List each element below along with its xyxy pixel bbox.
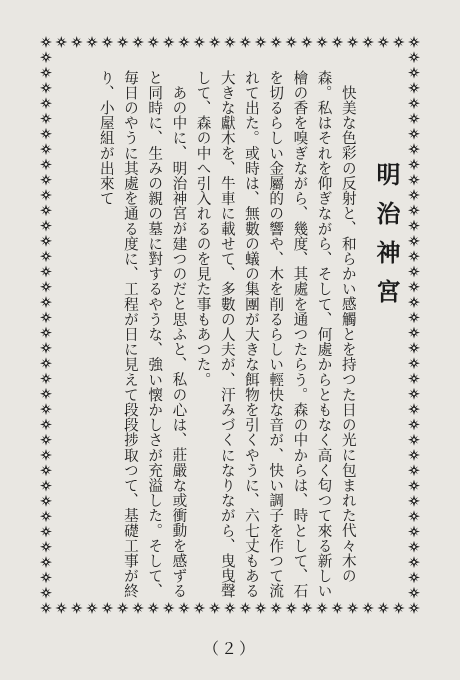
- border-ornament: [362, 36, 374, 48]
- border-ornament: [408, 128, 420, 140]
- border-ornament: [408, 602, 420, 614]
- border-ornament: [408, 541, 420, 553]
- border-ornament: [408, 587, 420, 599]
- border-ornament: [316, 36, 328, 48]
- border-ornament: [408, 189, 420, 201]
- border-ornament: [40, 235, 52, 247]
- border-ornament: [132, 36, 144, 48]
- border-ornament: [408, 296, 420, 308]
- border-ornament: [40, 220, 52, 232]
- border-ornament: [40, 143, 52, 155]
- border-ornament: [301, 36, 313, 48]
- border-ornament: [55, 602, 67, 614]
- border-ornament: [40, 342, 52, 354]
- border-ornament: [408, 526, 420, 538]
- border-ornament: [408, 266, 420, 278]
- border-ornament: [40, 510, 52, 522]
- border-ornament: [377, 602, 389, 614]
- border-ornament: [40, 541, 52, 553]
- border-ornament: [408, 327, 420, 339]
- border-ornament: [408, 36, 420, 48]
- border-ornament: [408, 51, 420, 63]
- border-ornament: [40, 51, 52, 63]
- border-ornament: [40, 174, 52, 186]
- border-ornament: [40, 495, 52, 507]
- border-ornament: [408, 158, 420, 170]
- border-ornament: [408, 143, 420, 155]
- border-ornament: [408, 464, 420, 476]
- border-ornament: [408, 556, 420, 568]
- border-ornament: [408, 113, 420, 125]
- border-ornament: [347, 36, 359, 48]
- border-ornament: [408, 342, 420, 354]
- border-ornament: [71, 602, 83, 614]
- border-ornament: [40, 281, 52, 293]
- border-ornament: [71, 36, 83, 48]
- border-ornament: [40, 464, 52, 476]
- border-ornament: [40, 296, 52, 308]
- border-ornament: [40, 602, 52, 614]
- border-ornament: [408, 418, 420, 430]
- border-ornament: [408, 174, 420, 186]
- border-ornament: [117, 36, 129, 48]
- border-ornament: [408, 388, 420, 400]
- border-ornament: [408, 281, 420, 293]
- border-ornament: [40, 266, 52, 278]
- border-ornament: [101, 36, 113, 48]
- border-ornament: [40, 128, 52, 140]
- border-ornament: [40, 403, 52, 415]
- border-ornament: [331, 36, 343, 48]
- border-ornament: [408, 250, 420, 262]
- border-ornament: [408, 235, 420, 247]
- border-ornament: [224, 36, 236, 48]
- border-ornament: [40, 311, 52, 323]
- border-ornament: [147, 36, 159, 48]
- border-ornament: [40, 418, 52, 430]
- border-ornament: [193, 602, 205, 614]
- border-ornament: [163, 36, 175, 48]
- border-ornament: [86, 602, 98, 614]
- border-ornament: [408, 434, 420, 446]
- border-ornament: [285, 602, 297, 614]
- border-ornament: [40, 480, 52, 492]
- paragraph-2: あの中に、明治神宮が建つのだと思ふと、私の心は、莊嚴な或衝動を感ずると同時に、生みの親の墓に對するやうな、強い懐かしさが充溢した。そして、毎日のやうに其處を通る度に、工程が日に見えて段段捗取つて、基礎工事が終り、小屋組が出來て: [97, 70, 188, 599]
- border-ornament: [270, 602, 282, 614]
- border-ornament: [86, 36, 98, 48]
- border-ornament: [347, 602, 359, 614]
- border-ornament: [393, 36, 405, 48]
- border-ornament: [40, 158, 52, 170]
- border-ornament: [270, 36, 282, 48]
- body-text: [66, 70, 401, 602]
- paragraph-1: 快美な色彩の反射と、和らかい感觸とを持つた日の光に包まれた代々木の森。私はそれを仰ぎながら、そして、何處からともなく高く匂つて來る新しい檜の香を嗅ぎながら、幾度、其處を通つたらう。森の中からは、時として、石を切るらしい金屬的の響や、木を削るらしい輕快な音が、快い調子を作つて流れて出た。或時は、無數の蟻の集團が大きな餌物を引くやうに、六七丈もある大きな獻木を、牛車に載せて、多數の人夫が、汗みづくになりながら、曳曳聲して、森の中へ引入れるのを見た事もあつた。: [194, 70, 357, 599]
- border-ornament: [316, 602, 328, 614]
- border-ornament: [40, 189, 52, 201]
- border-ornament: [255, 36, 267, 48]
- border-ornament: [40, 526, 52, 538]
- border-ornament: [224, 602, 236, 614]
- border-ornament: [209, 602, 221, 614]
- border-ornament: [331, 602, 343, 614]
- border-ornament: [40, 97, 52, 109]
- border-ornament: [285, 36, 297, 48]
- border-ornament: [55, 36, 67, 48]
- border-ornament: [408, 220, 420, 232]
- border-ornament: [239, 602, 251, 614]
- page-number: （２）: [202, 639, 257, 658]
- border-ornament: [408, 357, 420, 369]
- border-ornament: [40, 388, 52, 400]
- border-ornament: [408, 311, 420, 323]
- border-ornament: [408, 449, 420, 461]
- border-ornament: [408, 97, 420, 109]
- border-ornament: [408, 480, 420, 492]
- border-ornament: [377, 36, 389, 48]
- border-ornament: [209, 36, 221, 48]
- border-ornament: [239, 36, 251, 48]
- border-ornament: [408, 571, 420, 583]
- border-ornament: [40, 327, 52, 339]
- border-ornament: [40, 204, 52, 216]
- border-ornament: [408, 82, 420, 94]
- border-ornament: [40, 82, 52, 94]
- border-ornament: [132, 602, 144, 614]
- border-ornament: [193, 36, 205, 48]
- page-title: 明治神宮: [372, 162, 401, 318]
- border-ornament: [408, 373, 420, 385]
- border-ornament: [101, 602, 113, 614]
- border-ornament: [40, 587, 52, 599]
- border-ornament: [40, 434, 52, 446]
- border-ornament: [40, 250, 52, 262]
- border-ornament: [40, 556, 52, 568]
- border-ornament: [40, 67, 52, 79]
- border-ornament: [147, 602, 159, 614]
- border-ornament: [117, 602, 129, 614]
- border-ornament: [255, 602, 267, 614]
- border-ornament: [408, 204, 420, 216]
- border-ornament: [40, 357, 52, 369]
- border-ornament: [40, 373, 52, 385]
- border-ornament: [40, 113, 52, 125]
- border-ornament: [408, 510, 420, 522]
- border-ornament: [178, 602, 190, 614]
- border-ornament: [393, 602, 405, 614]
- border-ornament: [301, 602, 313, 614]
- border-ornament: [362, 602, 374, 614]
- border-ornament: [408, 67, 420, 79]
- border-ornament: [408, 495, 420, 507]
- border-ornament: [178, 36, 190, 48]
- border-ornament: [40, 449, 52, 461]
- border-ornament: [40, 36, 52, 48]
- border-ornament: [40, 571, 52, 583]
- border-ornament: [163, 602, 175, 614]
- border-ornament: [408, 403, 420, 415]
